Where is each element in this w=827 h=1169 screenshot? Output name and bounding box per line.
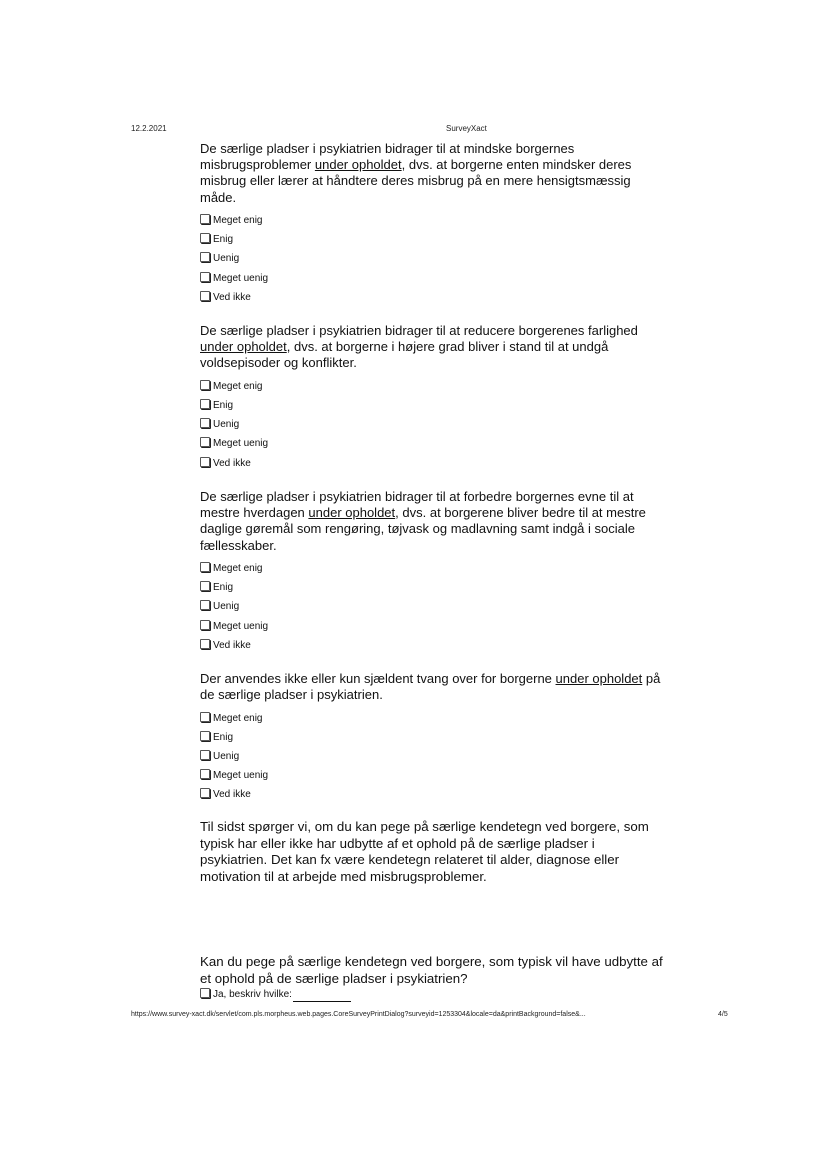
header-title: SurveyXact [446,124,487,133]
checkbox[interactable] [200,399,210,409]
question-text-part: Der anvendes ikke eller kun sjældent tvang over for borgerne [200,671,556,686]
question-emphasis: under opholdet [308,505,396,521]
option-label: Ja, beskriv hvilke: [213,989,292,1000]
question-3 [200,489,670,653]
option-meget-uenig[interactable] [200,266,670,285]
option-meget-enig[interactable] [200,557,670,576]
option-label: Uenig [213,419,240,431]
question-text-part: , dvs. at borgerne enten mindsker deres misbrug eller lærer at håndtere deres misbrug på en mere hensigtsmæssig måde. [200,157,632,205]
footer-url: https://www.survey-xact.dk/servlet/com.pls.morpheus.web.pages.CoreSurveyPrintDialog?surveyid=1253304&locale=da&printBackground=false&... [131,1011,586,1018]
checkbox[interactable] [200,233,210,243]
option-label: Enig [213,234,234,246]
question-text-part: De særlige pladser i psykiatrien bidrager til at reducere borgerenes farlighed [200,323,638,338]
question-emphasis: under opholdet [314,157,402,173]
checkbox[interactable] [200,252,210,262]
option-list [200,557,670,653]
question-text-part: på de særlige pladser i psykiatrien. [200,671,661,703]
free-text-question: Kan du pege på særlige kendetegn ved borgere, som typisk vil have udbytte af et ophold på de særlige pladser i psykiatrien? [200,954,663,986]
option-meget-uenig[interactable] [200,432,670,451]
question-text-part: , dvs. at borgerene bliver bedre til at mestre daglige gøremål som rengøring, tøjvask og madlavning samt indgå i sociale fællesskaber. [200,505,646,553]
option-label: Meget uenig [213,438,269,450]
option-label: Enig [213,731,234,743]
checkbox[interactable] [200,769,210,779]
option-label: Meget enig [213,380,263,392]
option-label: Meget uenig [213,272,269,284]
option-ja-beskriv[interactable] [200,988,351,1002]
option-enig[interactable] [200,228,670,247]
option-meget-uenig[interactable] [200,764,670,783]
closing-intro-text: Til sidst spørger vi, om du kan pege på særlige kendetegn ved borgere, som typisk har eller ikke har udbytte af et ophold på de særlige pladser i psykiatrien. Det kan fx være kendetegn relateret til alder, diagnose eller motivation til at arbejde med misbrugsproblemer. [200,819,649,884]
option-uenig[interactable] [200,413,670,432]
option-uenig[interactable] [200,745,670,764]
option-label: Ved ikke [213,457,251,469]
checkbox[interactable] [200,712,210,722]
option-meget-uenig[interactable] [200,614,670,633]
question-1 [200,141,670,305]
checkbox[interactable] [200,600,210,610]
question-text-part: De særlige pladser i psykiatrien bidrager til at forbedre borgernes evne til at mestre hverdagen [200,489,634,521]
option-list [200,209,670,305]
checkbox[interactable] [200,620,210,630]
checkbox[interactable] [200,272,210,282]
option-label: Ved ikke [213,639,251,651]
checkbox[interactable] [200,380,210,390]
checkbox[interactable] [200,731,210,741]
option-label: Uenig [213,750,240,762]
option-ved-ikke[interactable] [200,634,670,653]
option-label: Meget enig [213,712,263,724]
checkbox[interactable] [200,457,210,467]
option-ved-ikke[interactable] [200,783,670,802]
option-enig[interactable] [200,726,670,745]
option-meget-enig[interactable] [200,375,670,394]
option-list [200,375,670,471]
option-label: Enig [213,399,234,411]
option-uenig[interactable] [200,595,670,614]
checkbox[interactable] [200,750,210,760]
answer-blank-line[interactable] [293,990,351,1002]
option-enig[interactable] [200,394,670,413]
option-enig[interactable] [200,576,670,595]
option-label: Enig [213,582,234,594]
option-label: Meget enig [213,563,263,574]
question-4 [200,671,670,802]
checkbox[interactable] [200,988,210,998]
checkbox[interactable] [200,418,210,428]
checkbox[interactable] [200,581,210,591]
option-meget-enig[interactable] [200,209,670,228]
question-emphasis: under opholdet [200,339,287,355]
question-2 [200,323,670,471]
option-label: Meget uenig [213,770,269,782]
option-label: Meget enig [213,215,263,226]
checkbox[interactable] [200,562,210,572]
option-uenig[interactable] [200,247,670,266]
footer-page-number: 4/5 [718,1011,728,1018]
option-label: Ved ikke [213,789,251,801]
option-label: Uenig [213,601,240,613]
header-date: 12.2.2021 [131,124,167,133]
option-list [200,706,670,802]
option-meget-enig[interactable] [200,706,670,725]
question-emphasis: under opholdet [555,671,643,686]
option-label: Uenig [213,253,240,265]
option-label: Meget uenig [213,620,269,632]
question-text [200,323,670,372]
option-ved-ikke[interactable] [200,451,670,470]
question-text [200,671,670,703]
checkbox[interactable] [200,214,210,224]
question-text-part: , dvs. at borgerne i højere grad bliver i stand til at undgå voldsepisoder og konflikter. [200,339,609,371]
checkbox[interactable] [200,437,210,447]
question-text [200,489,670,554]
checkbox[interactable] [200,788,210,798]
question-text [200,141,670,206]
option-label: Ved ikke [213,291,251,303]
checkbox[interactable] [200,639,210,649]
checkbox[interactable] [200,291,210,301]
question-text-part: De særlige pladser i psykiatrien bidrager til at mindske borgernes misbrugsproblemer [200,141,575,173]
option-ved-ikke[interactable] [200,286,670,305]
